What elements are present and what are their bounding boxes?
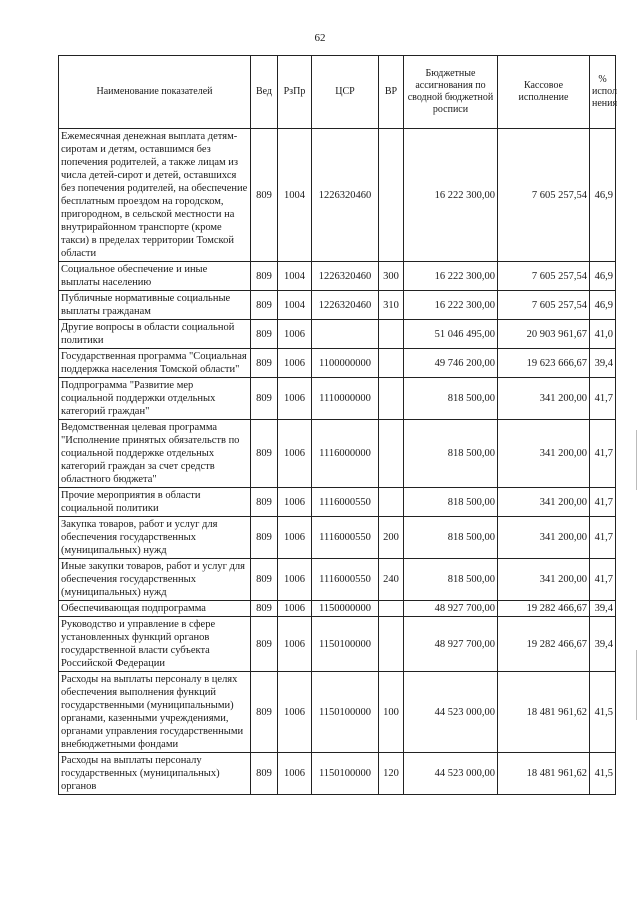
row-percent-cell: 41,7: [590, 517, 616, 559]
row-budget-cell: 818 500,00: [404, 420, 498, 488]
row-csr-cell: 1226320460: [312, 129, 379, 262]
scan-edge-mark: [636, 430, 637, 490]
table-row: [59, 617, 616, 672]
row-budget-cell: 44 523 000,00: [404, 672, 498, 753]
table-row: [59, 262, 616, 291]
row-vr-cell: 300: [379, 262, 404, 291]
row-cash-cell: 341 200,00: [498, 378, 590, 420]
row-ved-cell: 809: [251, 320, 278, 349]
row-budget-cell: 48 927 700,00: [404, 617, 498, 672]
table-row: [59, 420, 616, 488]
page-number: 62: [314, 32, 326, 44]
row-vr-cell: 310: [379, 291, 404, 320]
row-rzpr-cell: 1004: [278, 129, 312, 262]
row-csr-cell: [312, 320, 379, 349]
header-percent: % испол нения: [590, 56, 616, 129]
row-cash-cell: 19 282 466,67: [498, 601, 590, 617]
row-percent-cell: 41,7: [590, 378, 616, 420]
row-budget-cell: 818 500,00: [404, 488, 498, 517]
table-header-row: [59, 56, 616, 129]
row-budget-cell: 51 046 495,00: [404, 320, 498, 349]
row-budget-cell: 49 746 200,00: [404, 349, 498, 378]
row-percent-cell: 39,4: [590, 617, 616, 672]
row-budget-cell: 44 523 000,00: [404, 753, 498, 795]
row-csr-cell: 1100000000: [312, 349, 379, 378]
row-csr-cell: 1110000000: [312, 378, 379, 420]
row-rzpr-cell: 1006: [278, 617, 312, 672]
row-percent-cell: 41,7: [590, 488, 616, 517]
row-vr-cell: [379, 349, 404, 378]
row-percent-cell: 39,4: [590, 601, 616, 617]
row-cash-cell: 19 282 466,67: [498, 617, 590, 672]
row-percent-cell: 41,7: [590, 420, 616, 488]
row-budget-cell: 818 500,00: [404, 559, 498, 601]
table-row: [59, 559, 616, 601]
row-budget-cell: 818 500,00: [404, 378, 498, 420]
row-vr-cell: [379, 617, 404, 672]
row-cash-cell: 18 481 961,62: [498, 753, 590, 795]
row-cash-cell: 20 903 961,67: [498, 320, 590, 349]
row-csr-cell: 1116000550: [312, 488, 379, 517]
row-ved-cell: 809: [251, 517, 278, 559]
header-vr: ВР: [379, 56, 404, 129]
row-percent-cell: 46,9: [590, 291, 616, 320]
table-row: [59, 672, 616, 753]
row-budget-cell: 818 500,00: [404, 517, 498, 559]
row-vr-cell: 200: [379, 517, 404, 559]
row-cash-cell: 341 200,00: [498, 559, 590, 601]
row-cash-cell: 341 200,00: [498, 488, 590, 517]
row-cash-cell: 7 605 257,54: [498, 262, 590, 291]
table-body: [59, 129, 616, 795]
row-vr-cell: [379, 420, 404, 488]
row-percent-cell: 41,5: [590, 672, 616, 753]
row-percent-cell: 41,0: [590, 320, 616, 349]
row-rzpr-cell: 1006: [278, 420, 312, 488]
row-name-cell: Закупка товаров, работ и услуг для обеспечения государственных (муниципальных) нужд: [59, 517, 251, 559]
row-rzpr-cell: 1004: [278, 262, 312, 291]
row-rzpr-cell: 1006: [278, 517, 312, 559]
header-name: Наименование показателей: [59, 56, 251, 129]
budget-execution-table: [58, 55, 616, 795]
row-name-cell: Руководство и управление в сфере установленных функций органов государственной власти субъекта Российской Федерации: [59, 617, 251, 672]
row-csr-cell: 1116000550: [312, 517, 379, 559]
table-row: [59, 291, 616, 320]
row-rzpr-cell: 1006: [278, 320, 312, 349]
row-vr-cell: 120: [379, 753, 404, 795]
row-name-cell: Расходы на выплаты персоналу государственных (муниципальных) органов: [59, 753, 251, 795]
table-row: [59, 320, 616, 349]
row-ved-cell: 809: [251, 559, 278, 601]
row-ved-cell: 809: [251, 262, 278, 291]
row-name-cell: Иные закупки товаров, работ и услуг для обеспечения государственных (муниципальных) нужд: [59, 559, 251, 601]
row-rzpr-cell: 1006: [278, 559, 312, 601]
header-cash: Кассовое исполнение: [498, 56, 590, 129]
row-percent-cell: 46,9: [590, 262, 616, 291]
row-vr-cell: [379, 129, 404, 262]
row-cash-cell: 7 605 257,54: [498, 129, 590, 262]
row-rzpr-cell: 1006: [278, 378, 312, 420]
row-rzpr-cell: 1006: [278, 753, 312, 795]
row-vr-cell: [379, 488, 404, 517]
row-percent-cell: 41,5: [590, 753, 616, 795]
row-csr-cell: 1150000000: [312, 601, 379, 617]
row-ved-cell: 809: [251, 617, 278, 672]
row-name-cell: Ежемесячная денежная выплата детям-сиротам и детям, оставшимся без попечения родителей, а также лицам из числа детей-сирот и детей, оставшихся без попечения родителей, на обеспечение бесплатным проездом на городском, пригородном, в сельской местности на внутрирайонном транспорте (кроме такси) в пределах территории Томской области: [59, 129, 251, 262]
table-row: [59, 488, 616, 517]
row-csr-cell: 1116000000: [312, 420, 379, 488]
row-cash-cell: 341 200,00: [498, 517, 590, 559]
table-row: [59, 129, 616, 262]
row-name-cell: Подпрограмма "Развитие мер социальной поддержки отдельных категорий граждан": [59, 378, 251, 420]
row-budget-cell: 16 222 300,00: [404, 129, 498, 262]
row-percent-cell: 46,9: [590, 129, 616, 262]
row-percent-cell: 41,7: [590, 559, 616, 601]
row-ved-cell: 809: [251, 601, 278, 617]
row-ved-cell: 809: [251, 753, 278, 795]
row-cash-cell: 341 200,00: [498, 420, 590, 488]
row-cash-cell: 18 481 961,62: [498, 672, 590, 753]
row-csr-cell: 1116000550: [312, 559, 379, 601]
table-row: [59, 517, 616, 559]
row-ved-cell: 809: [251, 378, 278, 420]
table-row: [59, 601, 616, 617]
table-row: [59, 349, 616, 378]
row-csr-cell: 1226320460: [312, 262, 379, 291]
row-csr-cell: 1150100000: [312, 672, 379, 753]
row-rzpr-cell: 1004: [278, 291, 312, 320]
row-percent-cell: 39,4: [590, 349, 616, 378]
row-vr-cell: [379, 320, 404, 349]
row-name-cell: Обеспечивающая подпрограмма: [59, 601, 251, 617]
row-vr-cell: 100: [379, 672, 404, 753]
row-ved-cell: 809: [251, 488, 278, 517]
row-rzpr-cell: 1006: [278, 601, 312, 617]
row-vr-cell: [379, 601, 404, 617]
row-ved-cell: 809: [251, 420, 278, 488]
row-csr-cell: 1150100000: [312, 617, 379, 672]
table-row: [59, 378, 616, 420]
row-ved-cell: 809: [251, 129, 278, 262]
header-rzpr: РзПр: [278, 56, 312, 129]
row-name-cell: Социальное обеспечение и иные выплаты населению: [59, 262, 251, 291]
row-name-cell: Прочие мероприятия в области социальной политики: [59, 488, 251, 517]
row-budget-cell: 16 222 300,00: [404, 291, 498, 320]
row-csr-cell: 1150100000: [312, 753, 379, 795]
scan-edge-mark: [636, 650, 637, 720]
row-name-cell: Расходы на выплаты персоналу в целях обеспечения выполнения функций государственными (муниципальными) органами, казенными учреждениями, органами управления государственными внебюджетными фондами: [59, 672, 251, 753]
row-name-cell: Публичные нормативные социальные выплаты гражданам: [59, 291, 251, 320]
row-csr-cell: 1226320460: [312, 291, 379, 320]
row-ved-cell: 809: [251, 291, 278, 320]
header-csr: ЦСР: [312, 56, 379, 129]
row-cash-cell: 19 623 666,67: [498, 349, 590, 378]
row-ved-cell: 809: [251, 349, 278, 378]
table-row: [59, 753, 616, 795]
row-name-cell: Другие вопросы в области социальной политики: [59, 320, 251, 349]
row-vr-cell: [379, 378, 404, 420]
header-budget: Бюджетные ассигнования по сводной бюджетной росписи: [404, 56, 498, 129]
row-budget-cell: 48 927 700,00: [404, 601, 498, 617]
row-rzpr-cell: 1006: [278, 488, 312, 517]
row-name-cell: Государственная программа "Социальная поддержка населения Томской области": [59, 349, 251, 378]
row-rzpr-cell: 1006: [278, 672, 312, 753]
header-ved: Вед: [251, 56, 278, 129]
row-rzpr-cell: 1006: [278, 349, 312, 378]
row-cash-cell: 7 605 257,54: [498, 291, 590, 320]
row-budget-cell: 16 222 300,00: [404, 262, 498, 291]
row-vr-cell: 240: [379, 559, 404, 601]
row-ved-cell: 809: [251, 672, 278, 753]
row-name-cell: Ведомственная целевая программа "Исполнение принятых обязательств по социальной поддержке отдельных категорий граждан за счет средств областного бюджета": [59, 420, 251, 488]
